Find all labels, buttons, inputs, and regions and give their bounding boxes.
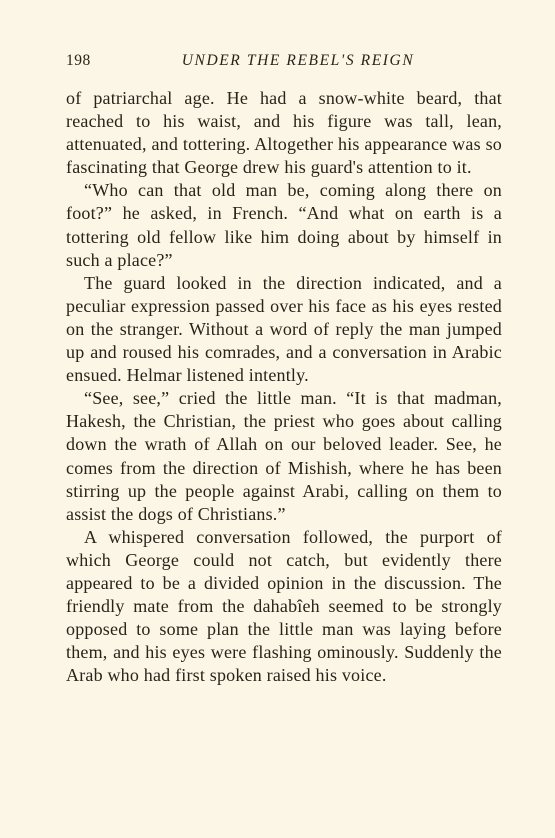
running-head [66,50,502,72]
paragraph: “See, see,” cried the little man. “It is that madman, Hakesh, the Christian, the priest who goes about calling down the wrath of Allah on our beloved leader. See, he comes from the direction of Mishish, where he has been stirring up the people against Arabi, calling on them to assist the dogs of Christians.” [66,388,502,524]
paragraph: The guard looked in the direction indicated, and a peculiar expression passed over his face as his eyes rested on the stranger. Without a word of reply the man jumped up and roused his comrades, and a conversation in Arabic ensued. Helmar listened intently. [66,272,502,386]
paragraph-continued: of patriarchal age. He had a snow-white beard, that reached to his waist, and his figure was tall, lean, attenuated, and tottering. Altogether his appearance was so fascinating that George drew his guard's attention to it. [66,88,502,178]
page-number: 198 [66,52,91,69]
running-title: UNDER THE REBEL'S REIGN [181,52,415,69]
body-text [66,87,502,687]
paragraph: A whispered conversation followed, the purport of which George could not catch, but evidently there appeared to be a divided opinion in the discussion. The friendly mate from the dahabîeh seemed to be strongly opposed to some plan the little man was laying before them, and his eyes were flashing ominously. Suddenly the Arab who had first spoken raised his voice. [66,526,502,686]
paragraph: “Who can that old man be, coming along there on foot?” he asked, in French. “And what on earth is a tottering old fellow like him doing about by himself in such a place?” [66,180,502,270]
